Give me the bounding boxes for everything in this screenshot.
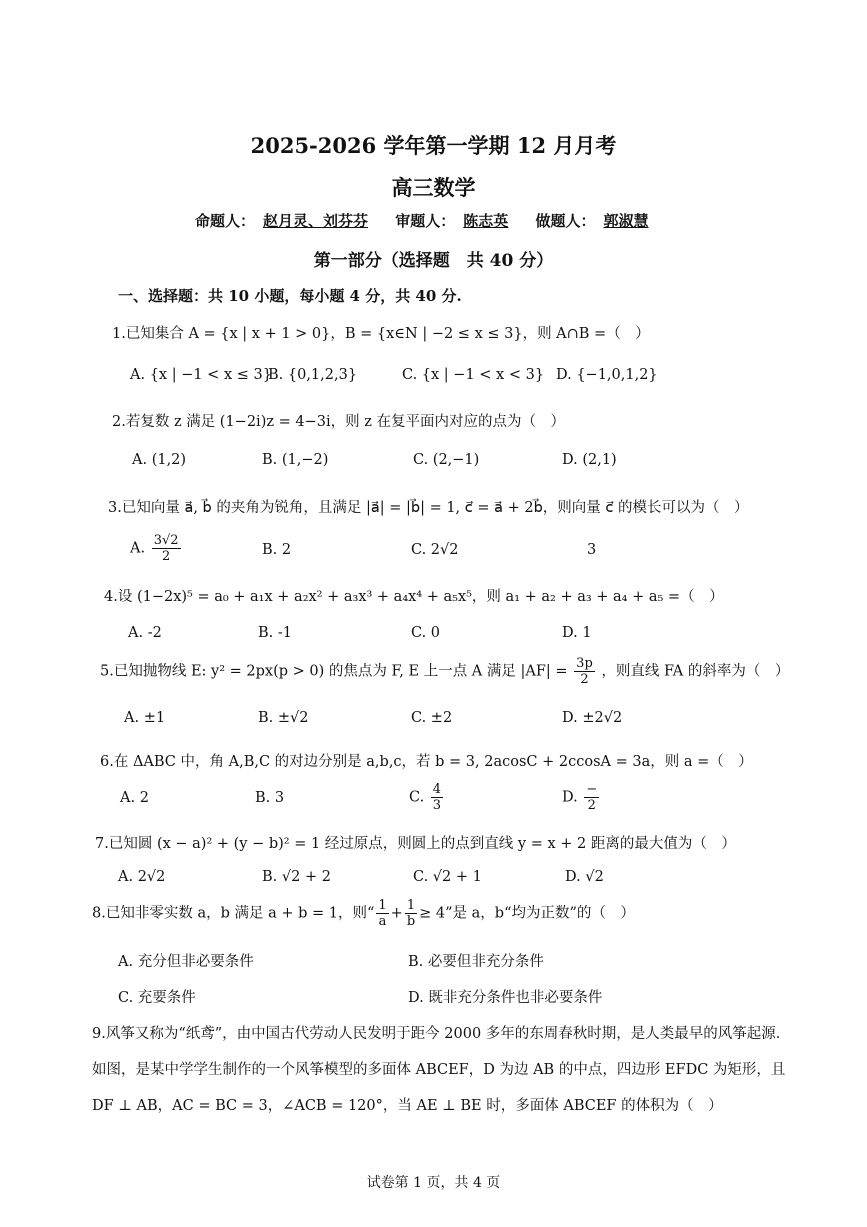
q8-fraction-1-den: a bbox=[378, 914, 387, 929]
q6-option-d-den: 2 bbox=[587, 798, 596, 813]
q5-option-d: D. ±2√2 bbox=[562, 710, 623, 726]
q6-option-a: A. 2 bbox=[120, 790, 149, 806]
q3-option-b: B. 2 bbox=[262, 542, 292, 558]
q7-option-a: A. 2√2 bbox=[118, 869, 166, 885]
q3-option-a-fraction bbox=[152, 533, 181, 564]
solver-name: 郭淑慧 bbox=[603, 212, 649, 230]
author-label: 命题人： bbox=[195, 212, 256, 230]
q1-option-c: C. {x | −1 < x < 3} bbox=[402, 367, 545, 383]
question-1-stem: 1.已知集合 A = {x | x + 1 > 0}，B = {x∈N | −2 ≤ x ≤ 3}，则 A∩B =（ ） bbox=[112, 326, 650, 342]
q3-option-a-den: 2 bbox=[161, 549, 171, 564]
q3-option-a-label: A. bbox=[130, 540, 146, 557]
q3-option-d: 3 bbox=[587, 542, 597, 558]
q8-option-a: A. 充分但非必要条件 bbox=[118, 954, 254, 970]
q4-option-c: C. 0 bbox=[411, 625, 441, 641]
reviewer-name: 陈志英 bbox=[463, 212, 509, 230]
q4-option-b: B. -1 bbox=[258, 625, 292, 641]
question-7-stem: 7.已知圆 (x − a)² + (y − b)² = 1 经过原点，则圆上的点到直线 y = x + 2 距离的最大值为（ ） bbox=[95, 836, 736, 852]
q8-fraction-2 bbox=[405, 898, 417, 929]
question-2-stem: 2.若复数 z 满足 (1−2i)z = 4−3i，则 z 在复平面内对应的点为（ ） bbox=[112, 414, 565, 430]
q1-option-a: A. {x | −1 < x ≤ 3} bbox=[130, 367, 272, 383]
q7-option-d: D. √2 bbox=[565, 869, 604, 885]
question-5-stem bbox=[100, 656, 789, 687]
q8-option-c: C. 充要条件 bbox=[118, 990, 196, 1006]
q3-option-a-num: 3√2 bbox=[153, 533, 179, 548]
part-title: 第一部分（选择题 共 40 分） bbox=[313, 251, 554, 271]
subject-title: 高三数学 bbox=[391, 175, 476, 200]
q1-option-b: B. {0,1,2,3} bbox=[268, 367, 358, 383]
question-9-stem: 9.风筝又称为“纸鸢”，由中国古代劳动人民发明于距今 2000 多年的东周春秋时期，是人类最早的风筝起源．如图，是某中学学生制作的一个风筝模型的多面体 ABCEF，D 为边 AB 的中点，四边形 EFDC 为矩形，且 DF ⊥ AB，AC = BC = 3，∠ACB = 120°，当 AE ⊥ BE 时，多面体 ABCEF 的体积为（ ） bbox=[92, 1026, 791, 1114]
q1-option-d: D. {−1,0,1,2} bbox=[556, 367, 658, 383]
q5-option-c: C. ±2 bbox=[411, 710, 453, 726]
q4-option-d: D. 1 bbox=[562, 625, 592, 641]
question-8-stem: 8.已知非零实数 a，b 满足 a + b = 1，则“ $\frac{1}{a}$ + $\frac{1}{b}$ ≥ 4”是 a，b“均为正数”的（ ） bbox=[92, 898, 635, 929]
q6-option-c-fraction bbox=[431, 782, 443, 813]
q6-option-d-fraction bbox=[584, 782, 599, 813]
question-3-stem: 3.已知向量 a⃗, b⃗ 的夹角为锐角，且满足 |a⃗| = |b⃗| = 1, c⃗ = a⃗ + 2b⃗，则向量 c⃗ 的模长可以为（ ） bbox=[108, 500, 749, 516]
q6-option-c-num: 4 bbox=[432, 782, 442, 797]
q6-option-d-label: D. bbox=[562, 789, 578, 806]
q8-stem-part-b: ≥ 4”是 a，b“均为正数”的（ ） bbox=[419, 905, 635, 922]
q8-fraction-1 bbox=[376, 898, 388, 929]
solver-label: 做题人： bbox=[535, 212, 596, 230]
q5-stem-num: 3p bbox=[576, 656, 593, 671]
q5-stem-den: 2 bbox=[580, 672, 589, 687]
q2-option-a: A. (1,2) bbox=[132, 452, 187, 468]
q6-option-c bbox=[409, 782, 445, 813]
page-footer: 试卷第 1 页，共 4 页 bbox=[366, 1175, 501, 1191]
q8-fraction-2-den: b bbox=[406, 914, 416, 929]
staff-line bbox=[195, 210, 671, 231]
q8-fraction-2-num: 1 bbox=[405, 898, 417, 914]
q6-option-d-num: − bbox=[586, 782, 598, 797]
q6-option-b: B. 3 bbox=[255, 790, 285, 806]
q6-option-d bbox=[562, 782, 601, 813]
q6-option-c-den: 3 bbox=[432, 798, 442, 813]
q5-stem-part-a: 5.已知抛物线 E: y² = 2px(p > 0) 的焦点为 F, E 上一点 A 满足 |AF| = bbox=[100, 663, 568, 680]
q5-stem-fraction bbox=[574, 656, 595, 687]
section-title: 一、选择题：共 10 小题，每小题 4 分，共 40 分. bbox=[118, 287, 462, 305]
q4-option-a: A. -2 bbox=[128, 625, 162, 641]
q5-option-b: B. ±√2 bbox=[258, 710, 309, 726]
q8-fraction-1-num: 1 bbox=[378, 898, 387, 913]
q8-stem-part-a: 8.已知非零实数 a，b 满足 a + b = 1，则“ bbox=[92, 905, 375, 922]
q2-option-b: B. (1,−2) bbox=[262, 452, 329, 468]
q5-option-a: A. ±1 bbox=[124, 710, 166, 726]
question-4-stem: 4.设 (1−2x)⁵ = a₀ + a₁x + a₂x² + a₃x³ + a₄x⁴ + a₅x⁵，则 a₁ + a₂ + a₃ + a₄ + a₅ =（ ） bbox=[104, 589, 724, 605]
q8-option-b: B. 必要但非充分条件 bbox=[408, 954, 544, 970]
q7-option-c: C. √2 + 1 bbox=[413, 869, 482, 885]
exam-title: 2025-2026 学年第一学期 12 月月考 bbox=[250, 133, 617, 158]
q5-stem-part-b: ，则直线 FA 的斜率为（ ） bbox=[601, 663, 790, 680]
q2-option-c: C. (2,−1) bbox=[413, 452, 480, 468]
reviewer-label: 审题人： bbox=[395, 212, 456, 230]
q7-option-b: B. √2 + 2 bbox=[262, 869, 331, 885]
q2-option-d: D. (2,1) bbox=[562, 452, 617, 468]
q3-option-a bbox=[130, 533, 183, 564]
author-names: 赵月灵、刘芬芬 bbox=[263, 212, 369, 230]
question-6-stem: 6.在 ΔABC 中，角 A,B,C 的对边分别是 a,b,c，若 b = 3, 2acosC + 2ccosA = 3a，则 a =（ ） bbox=[100, 754, 753, 770]
q8-option-d: D. 既非充分条件也非必要条件 bbox=[408, 990, 603, 1006]
q6-option-c-label: C. bbox=[409, 789, 425, 806]
q3-option-c: C. 2√2 bbox=[411, 542, 459, 558]
